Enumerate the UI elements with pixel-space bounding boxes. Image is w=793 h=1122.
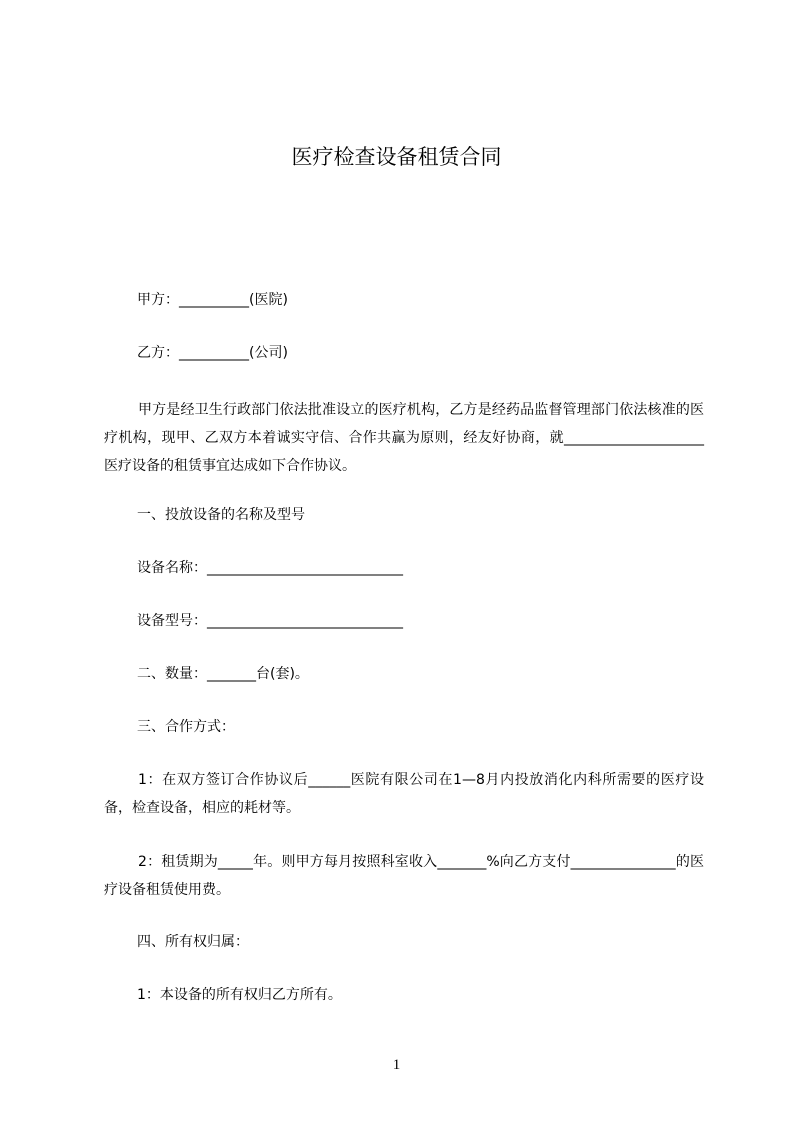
page-number: 1 — [392, 1057, 401, 1073]
section-2-quantity: 二、数量：_______台(套)。 — [137, 666, 309, 682]
equipment-model-line: 设备型号：____________________________ — [137, 613, 403, 629]
section-3-heading: 三、合作方式： — [137, 719, 235, 735]
section-1-heading: 一、投放设备的名称及型号 — [137, 507, 305, 523]
party-a-line: 甲方：__________(医院) — [137, 292, 288, 308]
intro-paragraph: 甲方是经卫生行政部门依法批准设立的医疗机构，乙方是经药品监督管理部门依法核准的医疗机构，现甲、乙双方本着诚实守信、合作共赢为原则，经友好协商，就____________________医疗设备的租赁事宜达成如下合作协议。 — [104, 402, 704, 474]
clause-4-1: 1：本设备的所有权归乙方所有。 — [137, 987, 342, 1003]
clause-3-2: 2：租赁期为_____年。则甲方每月按照科室收入_______%向乙方支付_______________的医疗设备租赁使用费。 — [104, 854, 704, 898]
party-b-line: 乙方：__________(公司) — [137, 345, 288, 361]
section-4-heading: 四、所有权归属： — [137, 934, 249, 950]
equipment-name-line: 设备名称：____________________________ — [137, 560, 403, 576]
document-title: 医疗检查设备租赁合同 — [291, 145, 502, 169]
clause-3-1: 1：在双方签订合作协议后______医院有限公司在1—8月内投放消化内科所需要的医疗设备，检查设备，相应的耗材等。 — [104, 772, 704, 816]
